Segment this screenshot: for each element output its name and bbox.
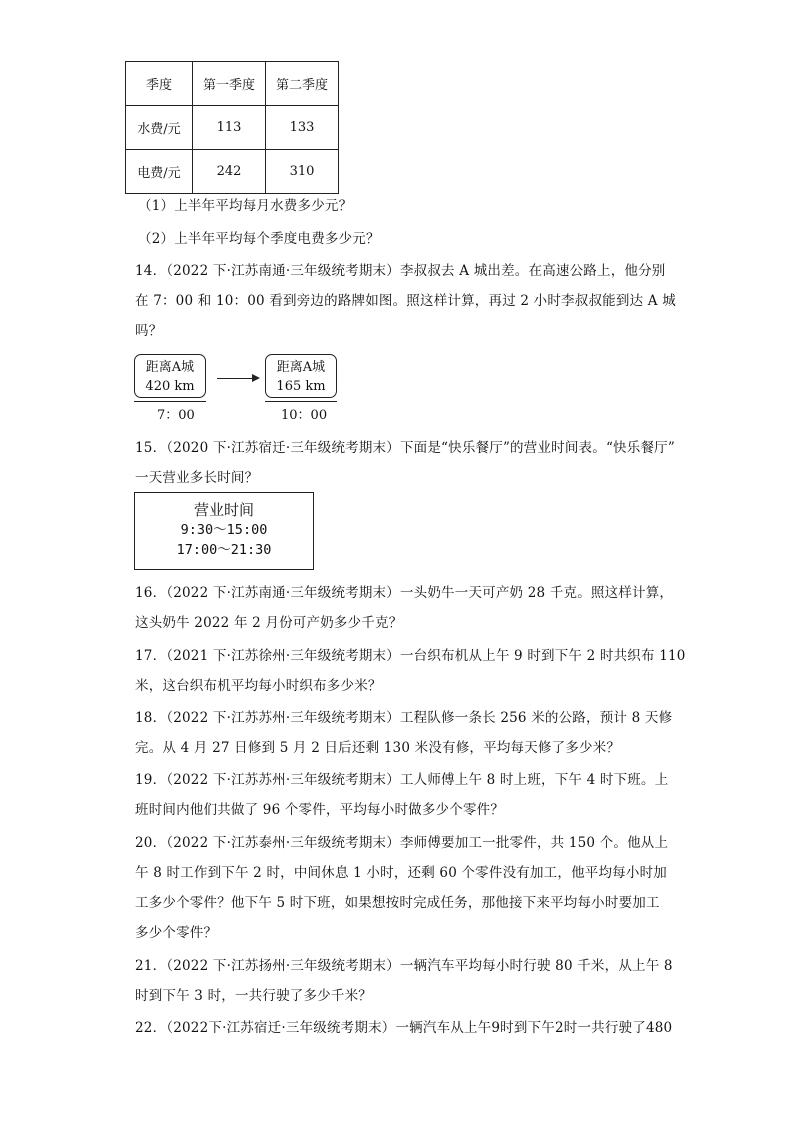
table-cell: 113 [193, 106, 266, 150]
road-sign-title: 距离A城 [276, 360, 326, 375]
road-sign-underline [134, 401, 206, 402]
q15-line-2: 一天营业多长时间？ [135, 470, 259, 486]
road-sign-distance: 420 km [145, 379, 195, 394]
q17-line-1: 17．（2021 下·江苏徐州·三年级统考期末）一台织布机从上午 9 时到下午 2 时共织布 110 [135, 648, 686, 664]
fee-table [125, 61, 339, 194]
table-cell: 242 [193, 150, 266, 194]
table-row [126, 150, 339, 194]
business-hours-row: 9:30～15:00 [180, 522, 268, 538]
q19-line-2: 班时间内他们共做了 96 个零件，平均每小时做多少个零件？ [135, 802, 505, 818]
q13-sub-1: （1）上半年平均每月水费多少元？ [138, 198, 353, 214]
road-sign-2 [265, 354, 337, 398]
q20-line-2: 午 8 时工作到下午 2 时，中间休息 1 小时，还剩 60 个零件没有加工，他平均每小时加 [135, 865, 667, 881]
q20-line-4: 多少个零件？ [135, 925, 218, 941]
q16-line-2: 这头奶牛 2022 年 2 月份可产奶多少千克？ [135, 615, 403, 631]
q20-line-1: 20．（2022 下·江苏泰州·三年级统考期末）李师傅要加工一批零件，共 150 个。他从上 [135, 835, 669, 851]
road-sign-distance: 165 km [276, 379, 326, 394]
q21-line-2: 时到下午 3 时，一共行驶了多少千米？ [135, 988, 372, 1004]
table-cell: 133 [266, 106, 339, 150]
table-row-label: 水费/元 [126, 106, 193, 150]
table-row-label: 电费/元 [126, 150, 193, 194]
q20-line-3: 工多少个零件？他下午 5 时下班，如果想按时完成任务，那他接下来平均每小时要加工 [135, 895, 660, 911]
business-hours-box [134, 492, 314, 570]
q17-line-2: 米，这台织布机平均每小时织布多少米？ [135, 678, 382, 694]
table-header-cell: 第一季度 [193, 62, 266, 106]
arrow-line [217, 378, 253, 379]
q19-line-1: 19．（2022 下·江苏苏州·三年级统考期末）工人师傅上午 8 时上班，下午 4 时下班。上 [135, 772, 669, 788]
q14-line-2: 在 7：00 和 10：00 看到旁边的路牌如图。照这样计算，再过 2 小时李叔叔能到达 A 城 [135, 293, 676, 309]
road-sign-underline [265, 401, 337, 402]
q21-line-1: 21．（2022 下·江苏扬州·三年级统考期末）一辆汽车平均每小时行驶 80 千米，从上午 8 [135, 958, 673, 974]
road-sign-time: 7：00 [157, 408, 195, 423]
q15-line-1: 15．（2020 下·江苏宿迁·三年级统考期末）下面是“快乐餐厅”的营业时间表。“快乐餐厅” [135, 440, 675, 456]
road-sign-title: 距离A城 [145, 360, 195, 375]
table-header-cell: 季度 [126, 62, 193, 106]
business-hours-title: 营业时间 [193, 501, 254, 519]
q13-sub-2: （2）上半年平均每个季度电费多少元？ [138, 231, 380, 247]
q14-line-3: 吗？ [135, 323, 163, 339]
road-sign-1 [134, 354, 206, 398]
q14-line-1: 14．（2022 下·江苏南通·三年级统考期末）李叔叔去 A 城出差。在高速公路上，他分别 [135, 263, 666, 279]
table-cell: 310 [266, 150, 339, 194]
table-header-cell: 第二季度 [266, 62, 339, 106]
q16-line-1: 16．（2022 下·江苏南通·三年级统考期末）一头奶牛一天可产奶 28 千克。照这样计算， [135, 585, 674, 601]
arrow-right-icon [252, 374, 260, 382]
business-hours-row: 17:00～21:30 [176, 542, 272, 558]
table-header-row [126, 62, 339, 106]
q22-line-1: 22．（2022下·江苏宿迁·三年级统考期末）一辆汽车从上午9时到下午2时一共行驶了480 [135, 1020, 673, 1036]
q18-line-2: 完。从 4 月 27 日修到 5 月 2 日后还剩 130 米没有修，平均每天修了多少米？ [135, 740, 621, 756]
q18-line-1: 18．（2022 下·江苏苏州·三年级统考期末）工程队修一条长 256 米的公路，预计 8 天修 [135, 710, 673, 726]
table-row [126, 106, 339, 150]
road-sign-time: 10：00 [281, 408, 328, 423]
